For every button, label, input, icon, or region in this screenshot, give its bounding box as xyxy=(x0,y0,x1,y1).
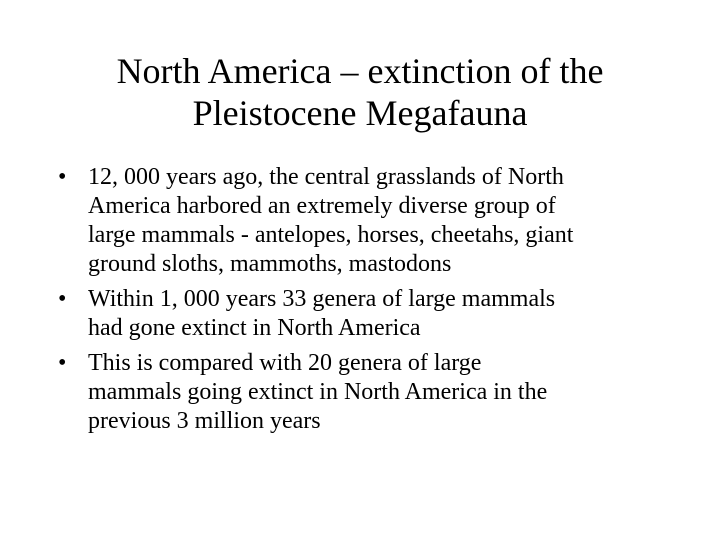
bullet-1-line-3: large mammals - antelopes, horses, cheetahs, giant xyxy=(88,222,574,248)
bullet-1-line-4: ground sloths, mammoths, mastodons xyxy=(88,251,452,277)
bullet-1-line-1: 12, 000 years ago, the central grasslands of North xyxy=(88,164,564,190)
bullet-3-line-3: previous 3 million years xyxy=(88,408,321,434)
bullet-item-1 xyxy=(58,163,688,279)
bullet-2-line-1: Within 1, 000 years 33 genera of large mammals xyxy=(88,286,556,312)
bullet-marker: • xyxy=(58,286,67,312)
bullet-2-line-2: had gone extinct in North America xyxy=(88,315,421,341)
bullet-marker: • xyxy=(58,350,67,376)
bullet-item-2 xyxy=(58,285,688,343)
bullet-list xyxy=(58,163,688,442)
slide-title-line-1: North America – extinction of the xyxy=(116,51,604,91)
slide-title-line-2: Pleistocene Megafauna xyxy=(192,93,528,133)
bullet-marker: • xyxy=(58,164,67,190)
bullet-3-line-1: This is compared with 20 genera of large xyxy=(88,350,482,376)
bullet-1-line-2: America harbored an extremely diverse group of xyxy=(88,193,556,219)
bullet-item-3 xyxy=(58,349,688,436)
slide-title xyxy=(40,50,680,134)
bullet-3-line-2: mammals going extinct in North America in the xyxy=(88,379,548,405)
